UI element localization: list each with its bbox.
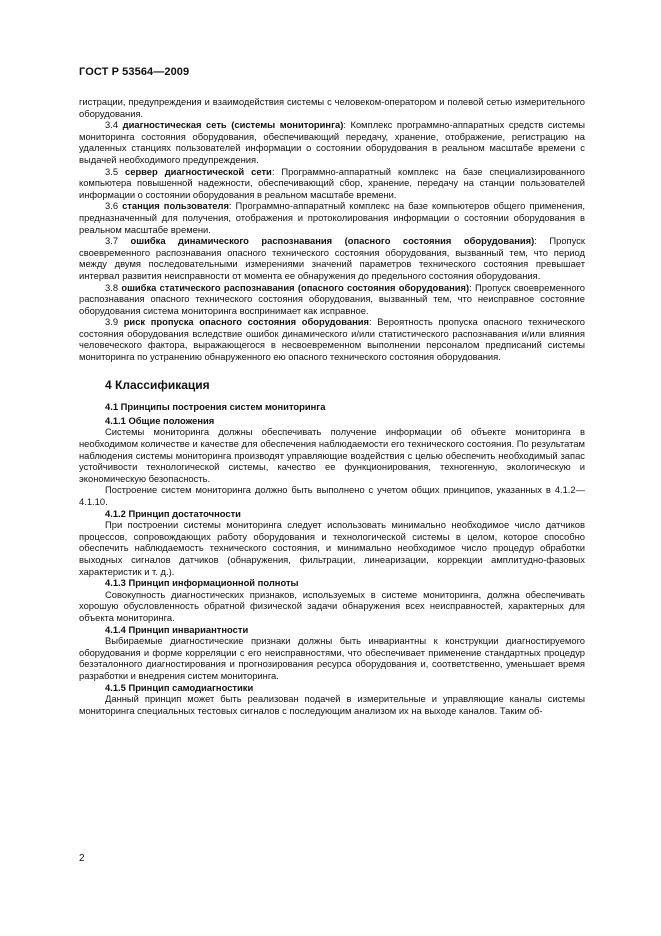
page-content — [79, 96, 585, 716]
definition-text: : Пропуск своевременного распознавания опасного технического состояния оборудования, вызванный тем, что неисправное состояние оборудования система мониторинга воспринимает как исправное. — [79, 281, 585, 316]
definition-number: 3.9 — [105, 316, 119, 328]
intro-continuation: гистрации, предупреждения и взаимодействия системы с человеком-оператором и полевой сетью измерительного оборудования. — [79, 96, 585, 119]
definition-term: ошибка статического распознавания (опасного состояния оборудования) — [121, 281, 470, 293]
definition-3-8 — [79, 282, 585, 317]
definition-term: сервер диагностической сети — [125, 165, 272, 177]
definition-3-9 — [79, 316, 585, 362]
section-4-1-4-paragraph: Выбираемые диагностические признаки должны быть инвариантны к конструкции диагностируемого оборудования и форме корреляции с его неисправностями, что обеспечивает применение стандартных процедур безэталонного диагностирования и прогнозирования ресурса оборудования и, соответственно, уменьшает время разработки и внедрения систем мониторинга. — [79, 635, 585, 681]
section-4-1-1-title: 4.1.1 Общие положения — [105, 414, 215, 426]
definition-3-7 — [79, 235, 585, 281]
definition-term: ошибка динамического распознавания (опасного состояния оборудования) — [130, 235, 535, 247]
definition-3-5 — [79, 166, 585, 201]
definition-3-6 — [79, 200, 585, 235]
definition-text: : Вероятность пропуска опасного технического состояния оборудования вследствие ошибок динамического и/или статистического распознавания и/или влияния человеческого фактора, выражающегося в несвоевременном выполнении персоналом предписаний системы мониторинга по устранению обнаруженного ею опасного технического состояния оборудования. — [79, 316, 585, 363]
section-4-title: 4 Классификация — [105, 377, 210, 392]
definition-term: станция пользователя — [122, 200, 229, 212]
definition-text: : Комплекс программно-аппаратных средств системы мониторинга состояния оборудования, обеспечивающий передачу, хранение, отображение, регистрацию на удаленных станциях пользователей информации о состоянии оборудования в реальном масштабе времени с выдачей необходимого предупреждения. — [79, 119, 586, 165]
definition-number: 3.8 — [105, 281, 119, 293]
section-4-1-2-paragraph: При построении системы мониторинга следует использовать минимально необходимое число датчиков процессов, сопровождающих работу оборудования и технологической системы в целом, которое способно обеспечить наблюдаемость технического состояния, и минимально необходимое число процедур обработки выходных сигналов датчиков (обнаружения, фильтрации, линеаризации, коррекции амплитудно-фазовых характеристик и т. д.). — [79, 519, 585, 577]
definition-text: : Программно-аппаратный комплекс на базе специализированного компьютера повышенной надежности, обеспечивающий сбор, хранение, передачу на станции пользователей информации о состоянии оборудования в реальном масштабе времени. — [79, 165, 586, 200]
section-4-1-4-title: 4.1.4 Принцип инвариантности — [105, 623, 249, 635]
definition-number: 3.4 — [105, 119, 119, 131]
section-4-1-5-paragraph: Данный принцип может быть реализован подачей в измерительные и управляющие каналы системы мониторинга специальных тестовых сигналов с последующим анализом их на выходе каналов. Таким об- — [79, 693, 585, 716]
definition-text: : Программно-аппаратный комплекс на базе компьютеров общего применения, предназначенный для получения, отображения и протоколирования информации о состоянии оборудования в реальном масштабе времени. — [79, 200, 585, 235]
section-4-1-3-title: 4.1.3 Принцип информационной полноты — [105, 577, 299, 589]
section-4-1-title: 4.1 Принципы построения систем мониторинга — [105, 401, 326, 413]
section-4-1-5-title: 4.1.5 Принцип самодиагностики — [105, 681, 254, 693]
section-4-1-2-title: 4.1.2 Принцип достаточности — [105, 507, 241, 519]
section-4-1-1-paragraph-1: Системы мониторинга должны обеспечивать получение информации об объекте мониторинга в необходимом количестве и качестве для обеспечения наблюдаемости его технического состояния. По результатам наблюдения системы мониторинга производят управляющие воздействия с целью обеспечить необходимый запас устойчивости технологической системы, качество ее функционирования, техногенную, экологическую и экономическую безопасность. — [79, 426, 585, 484]
definition-number: 3.6 — [105, 200, 119, 212]
definition-text: : Пропуск своевременного распознавания опасного технического состояния оборудования, вызванный тем, что период между двумя последовательными измерениями значений параметров технического состояния превышает интервал развития неисправности от момента ее обнаружения до предельного состояния оборудования. — [79, 235, 585, 281]
definition-term: риск пропуска опасного состояния оборудования — [123, 316, 369, 328]
page-number: 2 — [79, 853, 85, 864]
definition-number: 3.7 — [105, 235, 119, 247]
document-header: ГОСТ Р 53564—2009 — [79, 66, 190, 78]
definition-number: 3.5 — [105, 165, 119, 177]
definition-3-4 — [79, 119, 585, 165]
definition-term: диагностическая сеть (системы мониторинга) — [122, 119, 344, 131]
section-4-1-1-paragraph-2: Построение систем мониторинга должно быть выполнено с учетом общих принципов, указанных в 4.1.2—4.1.10. — [79, 484, 585, 507]
section-4-1-3-paragraph: Совокупность диагностических признаков, используемых в системе мониторинга, должна обеспечивать хорошую обусловленность обратной физической задачи обнаружения всех неисправностей, характерных для объекта мониторинга. — [79, 588, 585, 623]
